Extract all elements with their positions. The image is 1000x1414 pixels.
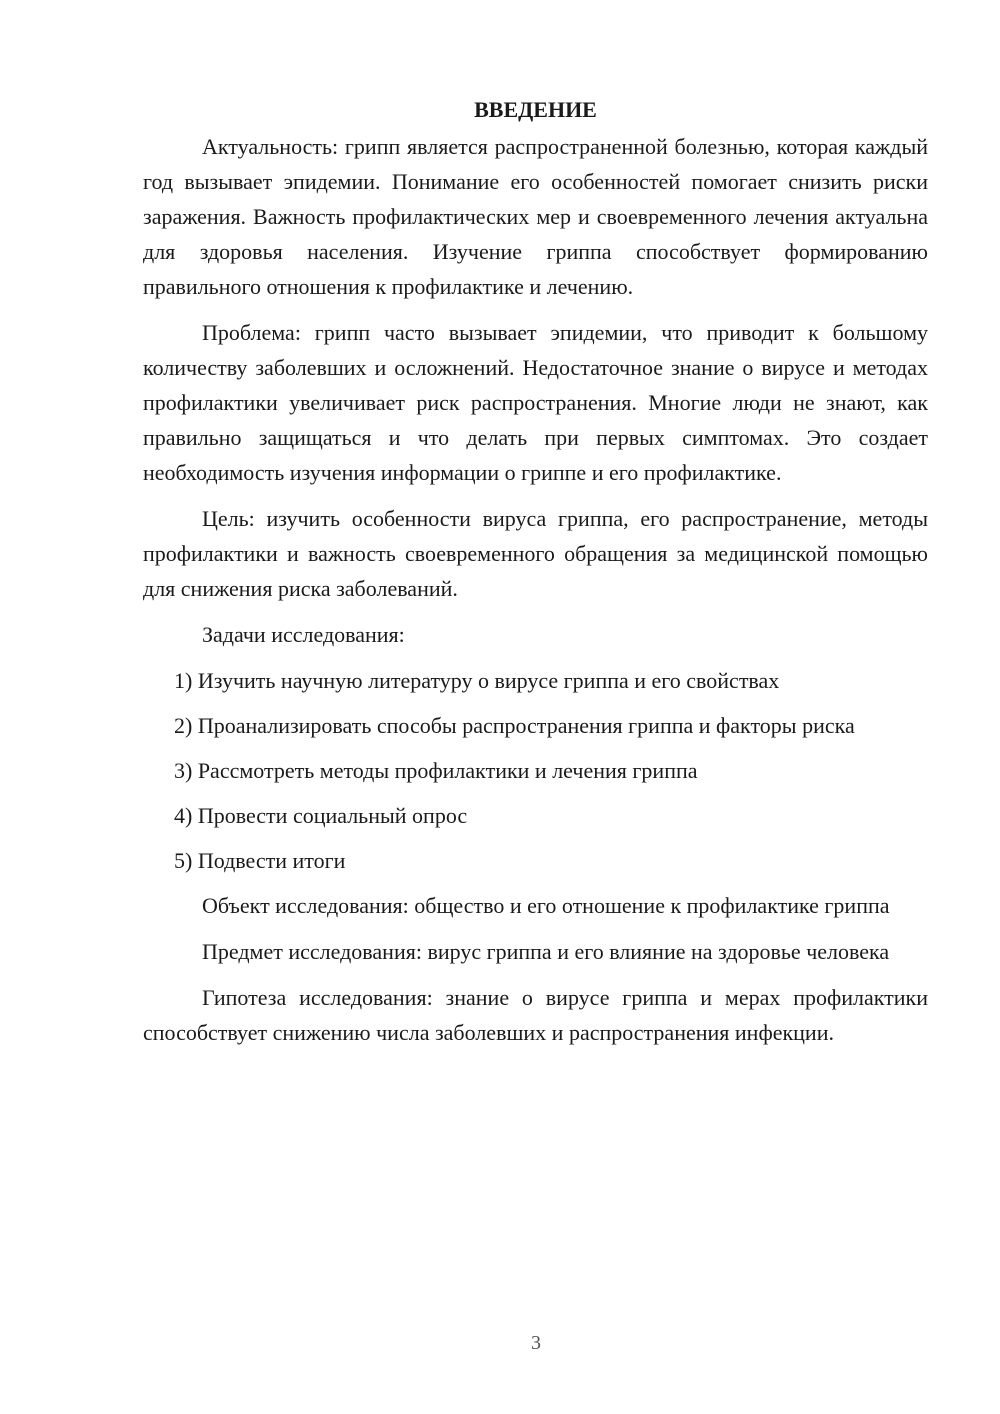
task-item-5: 5) Подвести итоги bbox=[174, 848, 346, 873]
subject-paragraph: Предмет исследования: вирус гриппа и его влияние на здоровье человека bbox=[202, 939, 890, 964]
tasks-heading: Задачи исследования: bbox=[202, 622, 405, 647]
page-number: 3 bbox=[531, 1332, 541, 1354]
task-item-1: 1) Изучить научную литературу о вирусе гриппа и его свойствах bbox=[174, 668, 780, 693]
page-content bbox=[143, 92, 928, 1061]
problem-paragraph: Проблема: грипп часто вызывает эпидемии, что приводит к большому количеству заболевших и осложнений. Недостаточное знание о вирусе и методах профилактики увеличивает риск распространения. Многие люди не знают, как правильно защищаться и что делать при первых симптомах. Это создает необходимость изучения информации о гриппе и его профилактике. bbox=[143, 320, 928, 485]
section-title: ВВЕДЕНИЕ bbox=[474, 97, 597, 122]
task-item-3: 3) Рассмотреть методы профилактики и лечения гриппа bbox=[174, 758, 698, 783]
relevance-paragraph: Актуальность: грипп является распространенной болезнью, которая каждый год вызывает эпидемии. Понимание его особенностей помогает снизить риски заражения. Важность профилактических мер и своевременного лечения актуальна для здоровья населения. Изучение гриппа способствует формированию правильного отношения к профилактике и лечению. bbox=[143, 134, 928, 299]
goal-paragraph: Цель: изучить особенности вируса гриппа, его распространение, методы профилактики и важность своевременного обращения за медицинской помощью для снижения риска заболеваний. bbox=[143, 506, 928, 601]
hypothesis-paragraph: Гипотеза исследования: знание о вирусе гриппа и мерах профилактики способствует снижению числа заболевших и распространения инфекции. bbox=[143, 985, 928, 1045]
object-paragraph: Объект исследования: общество и его отношение к профилактике гриппа bbox=[202, 893, 890, 918]
task-item-4: 4) Провести социальный опрос bbox=[174, 803, 468, 828]
task-item-2: 2) Проанализировать способы распространения гриппа и факторы риска bbox=[174, 713, 855, 738]
